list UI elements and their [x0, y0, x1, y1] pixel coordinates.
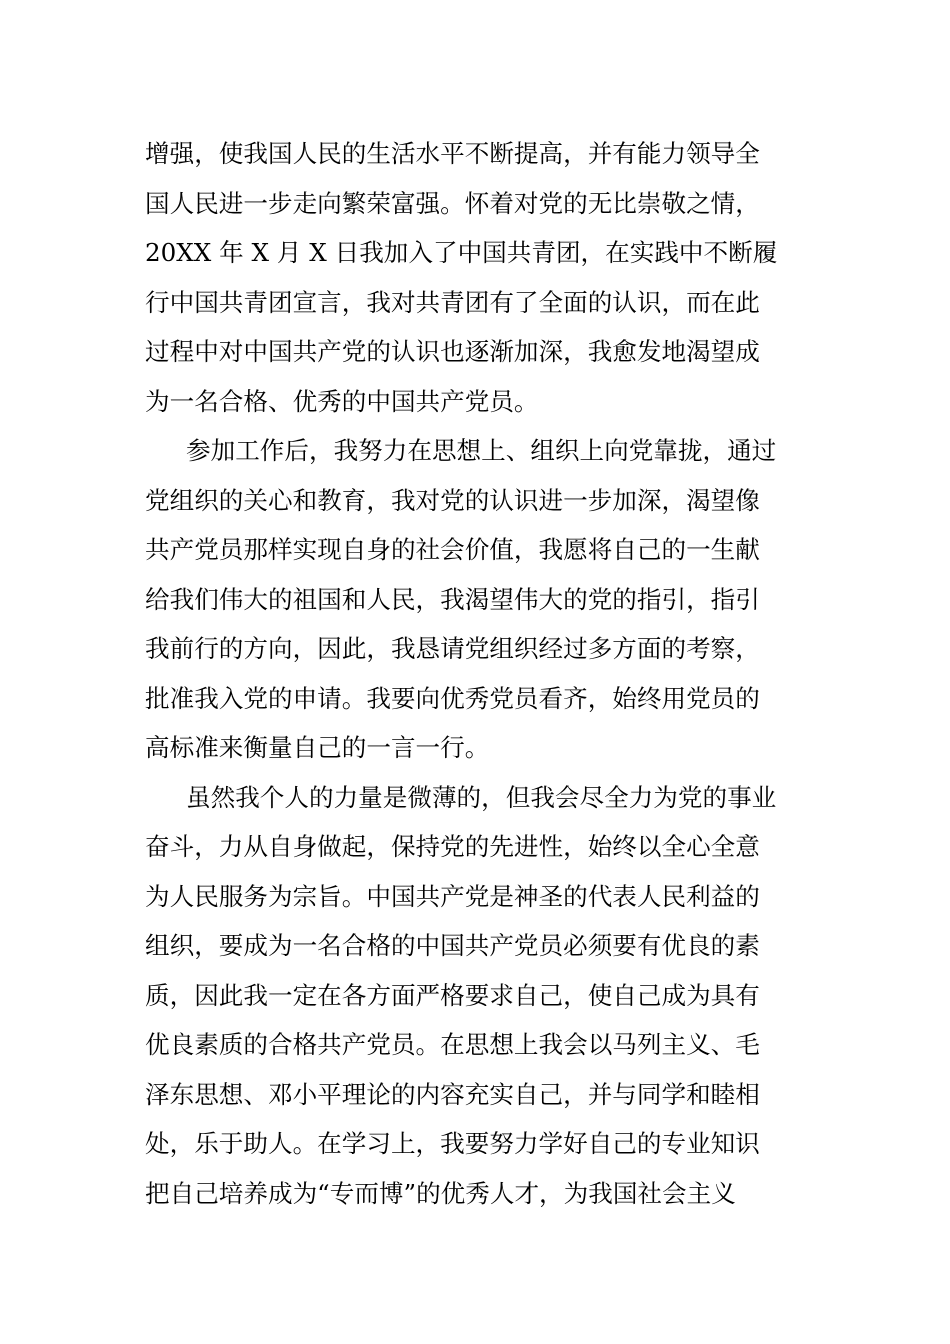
text-line: 泽东思想、邓小平理论的内容充实自己，并与同学和睦相 — [145, 1079, 760, 1109]
text-line: 参加工作后，我努力在思想上、组织上向党靠拢，通过 — [186, 436, 777, 465]
text-line: 我前行的方向，因此，我恳请党组织经过多方面的考察， — [145, 634, 760, 663]
text-line: 20XX 年 X 月 X 日我加入了中国共青团，在实践中不断履 — [145, 238, 778, 267]
text-line: 优良素质的合格共产党员。在思想上我会以马列主义、毛 — [145, 1030, 760, 1059]
text-line: 把自己培养成为“专而博”的优秀人才，为我国社会主义 — [145, 1178, 736, 1208]
document-body — [145, 129, 809, 1218]
text-line: 给我们伟大的祖国和人民，我渴望伟大的党的指引，指引 — [145, 584, 760, 614]
text-line: 质，因此我一定在各方面严格要求自己，使自己成为具有 — [145, 980, 760, 1010]
paragraph — [145, 773, 809, 1219]
text-line: 党组织的关心和教育，我对党的认识进一步加深，渴望像 — [145, 485, 760, 515]
text-line: 高标准来衡量自己的一言一行。 — [145, 733, 490, 762]
text-line: 处，乐于助人。在学习上，我要努力学好自己的专业知识 — [145, 1129, 760, 1158]
text-line: 过程中对中国共产党的认识也逐渐加深，我愈发地渴望成 — [145, 337, 760, 366]
text-line: 共产党员那样实现自身的社会价值，我愿将自己的一生献 — [145, 535, 760, 564]
text-line: 为人民服务为宗旨。中国共产党是神圣的代表人民利益的 — [145, 881, 760, 911]
text-line: 为一名合格、优秀的中国共产党员。 — [145, 386, 539, 416]
text-line: 增强，使我国人民的生活水平不断提高，并有能力领导全 — [145, 139, 760, 168]
text-line: 奋斗，力从自身做起，保持党的先进性，始终以全心全意 — [145, 832, 760, 861]
paragraph — [145, 129, 809, 426]
text-line: 国人民进一步走向繁荣富强。怀着对党的无比崇敬之情， — [145, 188, 760, 218]
paragraph — [145, 426, 809, 773]
text-line: 组织，要成为一名合格的中国共产党员必须要有优良的素 — [145, 931, 760, 960]
text-line: 虽然我个人的力量是微薄的，但我会尽全力为党的事业 — [186, 782, 777, 812]
text-line: 批准我入党的申请。我要向优秀党员看齐，始终用党员的 — [145, 683, 760, 713]
text-line: 行中国共青团宣言，我对共青团有了全面的认识，而在此 — [145, 287, 760, 317]
